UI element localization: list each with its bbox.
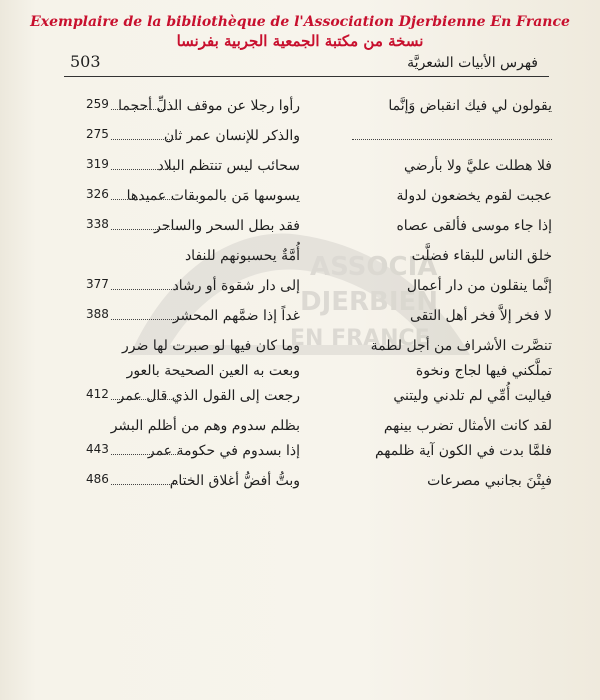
verse-second-hemistich: وبعت به العين الصحيحة بالعور xyxy=(126,363,300,379)
verse-first-hemistich: تنصَّرت الأشراف من أجل لطمة xyxy=(370,338,552,354)
verse-second-hemistich: إلى دار شقوة أو رشاد xyxy=(172,278,300,294)
page-reference: 388 xyxy=(86,307,109,321)
verse-first-hemistich: يقولون لي فيك انقباض وَإنَّما xyxy=(388,98,552,114)
library-stamp-arabic: نسخة من مكتبة الجمعية الجربية بفرنسا xyxy=(176,32,424,50)
page-reference: 275 xyxy=(86,127,109,141)
verse-second-hemistich: بظلم سدوم وهم من أظلم البشر xyxy=(110,418,300,434)
verse-second-hemistich: إذا بسدوم في حكومة عمر xyxy=(147,443,300,459)
leader-dots xyxy=(108,109,178,110)
watermark-line3: EN FRANCE xyxy=(290,326,430,351)
page-reference: 412 xyxy=(86,387,109,401)
page-number: 503 xyxy=(70,52,101,71)
verse-row xyxy=(0,244,600,274)
leader-dots xyxy=(108,169,178,170)
verse-first-hemistich: تملَّكني فيها لجاج ونخوة xyxy=(415,363,552,379)
leader-dots xyxy=(108,319,178,320)
verse-index xyxy=(0,94,600,499)
verse-row xyxy=(0,414,600,439)
verse-first-hemistich: فياليت أُمِّي لم تلدني وليتني xyxy=(393,388,552,404)
leader-dots xyxy=(108,139,178,140)
verse-second-hemistich: يسوسها مَن بالموبقات عميدها xyxy=(126,188,300,204)
verse-row xyxy=(0,274,600,304)
leader-dots xyxy=(108,229,178,230)
verse-row xyxy=(0,184,600,214)
verse-row xyxy=(0,334,600,359)
verse-first-hemistich: فلا هطلت عليَّ ولا بأرضي xyxy=(404,158,552,174)
leader-dots xyxy=(108,199,178,200)
verse-second-hemistich: رأوا رجلا عن موقف الذلِّ أحجما xyxy=(118,98,300,114)
leader-dots xyxy=(108,484,178,485)
verse-row xyxy=(0,359,600,384)
verse-first-hemistich: لا فخر إلاَّ فخر أهل التقى xyxy=(409,308,552,324)
verse-first-hemistich: إذا جاء موسى فألقى عصاه xyxy=(396,218,552,234)
verse-row xyxy=(0,304,600,334)
verse-row xyxy=(0,439,600,469)
verse-row xyxy=(0,469,600,499)
page-reference: 319 xyxy=(86,157,109,171)
verse-second-hemistich: غداً إذا ضمَّهم المحشر xyxy=(172,308,300,324)
verse-second-hemistich: أُمَّةٌ يحسبونهم للنفاد xyxy=(184,248,300,264)
page-reference: 338 xyxy=(86,217,109,231)
verse-second-hemistich: سحائب ليس تنتظم البلاد xyxy=(157,158,300,174)
watermark-line1: ASSOCIA xyxy=(310,252,438,282)
verse-second-hemistich: رجعت إلى القول الذي قال عمر xyxy=(117,388,300,404)
verse-row xyxy=(0,124,600,154)
verse-second-hemistich: فقد بطل السحر والساحر xyxy=(154,218,300,234)
verse-first-hemistich: إنَّما ينقلون من دار أعمال xyxy=(406,278,552,294)
leader-dots xyxy=(108,454,178,455)
verse-row xyxy=(0,384,600,414)
leader-dots xyxy=(108,289,178,290)
library-stamp-french: Exemplaire de la bibliothèque de l'Association Djerbienne En France xyxy=(30,14,570,30)
page-reference: 377 xyxy=(86,277,109,291)
verse-first-hemistich: فبِتْنَ بجانبي مصرعات xyxy=(427,473,552,489)
leader-dots xyxy=(108,399,178,400)
verse-row xyxy=(0,154,600,184)
verse-second-hemistich: وما كان فيها لو صبرت لها ضرر xyxy=(122,338,300,354)
page-reference: 443 xyxy=(86,442,109,456)
running-head: فهرس الأبيات الشعريَّة xyxy=(407,55,538,71)
verse-row xyxy=(0,214,600,244)
leader-dots xyxy=(352,139,552,140)
verse-first-hemistich: فلمَّا بدت في الكون آية ظلمهم xyxy=(374,443,552,459)
page-reference: 259 xyxy=(86,97,109,111)
verse-first-hemistich: لقد كانت الأمثال تضرب بينهم xyxy=(383,418,552,434)
verse-second-hemistich: وبتُّ أفضُّ أغلاق الختام xyxy=(169,473,300,489)
verse-row xyxy=(0,94,600,124)
header-rule xyxy=(64,76,549,77)
watermark-line2: DJERBIEN xyxy=(300,287,439,317)
verse-second-hemistich: والذكر للإنسان عمر ثان xyxy=(163,128,300,144)
verse-first-hemistich: خلق الناس للبقاء فضلَّت xyxy=(411,248,552,264)
page-reference: 326 xyxy=(86,187,109,201)
page-reference: 486 xyxy=(86,472,109,486)
verse-first-hemistich: عجبت لقوم يخضعون لدولة xyxy=(396,188,552,204)
